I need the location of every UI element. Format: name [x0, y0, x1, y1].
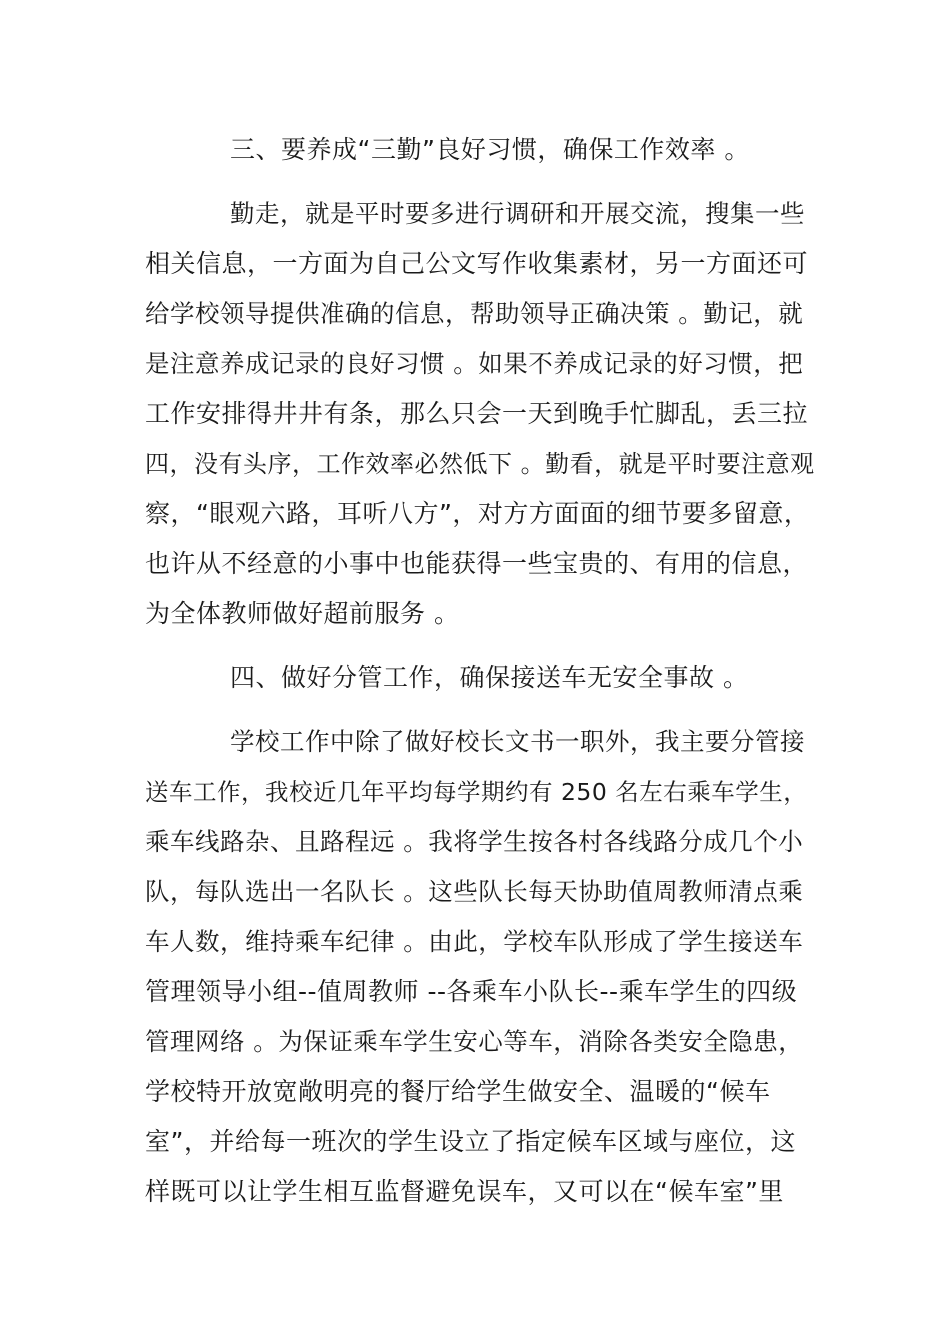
paragraph-line: 样既可以让学生相互监督避免误车，又可以在“候车室”里 [145, 1177, 784, 1206]
paragraph-line: 送车工作，我校近几年平均每学期约有 250 名左右乘车学生， [145, 778, 808, 806]
paragraph-line: 管理网络 。为保证乘车学生安心等车，消除各类安全隐患， [145, 1027, 804, 1056]
paragraph-line: 察，“眼观六路，耳听八方”，对方方面面的细节要多留意， [145, 499, 810, 528]
paragraph-line: 乘车线路杂、且路程远 。我将学生按各村各线路分成几个小 [145, 827, 804, 856]
paragraph-line: 工作安排得井井有条，那么只会一天到晚手忙脚乱，丢三拉 [145, 399, 809, 428]
paragraph-line: 是注意养成记录的良好习惯 。如果不养成记录的好习惯，把 [145, 349, 804, 378]
paragraph-line: 相关信息，一方面为自己公文写作收集素材，另一方面还可 [145, 249, 809, 278]
paragraph-line: 学校工作中除了做好校长文书一职外，我主要分管接 [230, 727, 805, 756]
paragraph-line: 四，没有头序，工作效率必然低下 。勤看，就是平时要注意观 [145, 450, 815, 478]
paragraph-line: 勤走，就是平时要多进行调研和开展交流，搜集一些 [230, 199, 805, 228]
paragraph-line: 车人数，维持乘车纪律 。由此，学校车队形成了学生接送车 [145, 927, 804, 956]
section-heading-3: 三、要养成“三勤”良好习惯，确保工作效率 。 [230, 135, 750, 164]
paragraph-line: 为全体教师做好超前服务 。 [145, 599, 460, 628]
paragraph-line: 管理领导小组--值周教师 --各乘车小队长--乘车学生的四级 [145, 977, 798, 1006]
paragraph-line: 室”，并给每一班次的学生设立了指定候车区域与座位，这 [145, 1127, 796, 1156]
section-heading-4: 四、做好分管工作，确保接送车无安全事故 。 [230, 663, 749, 692]
paragraph-line: 给学校领导提供准确的信息，帮助领导正确决策 。勤记，就 [145, 299, 804, 328]
paragraph-line: 学校特开放宽敞明亮的餐厅给学生做安全、温暖的“候车 [145, 1077, 771, 1106]
paragraph-line: 也许从不经意的小事中也能获得一些宝贵的、有用的信息， [145, 549, 809, 578]
paragraph-line: 队，每队选出一名队长 。这些队长每天协助值周教师清点乘 [145, 877, 804, 906]
